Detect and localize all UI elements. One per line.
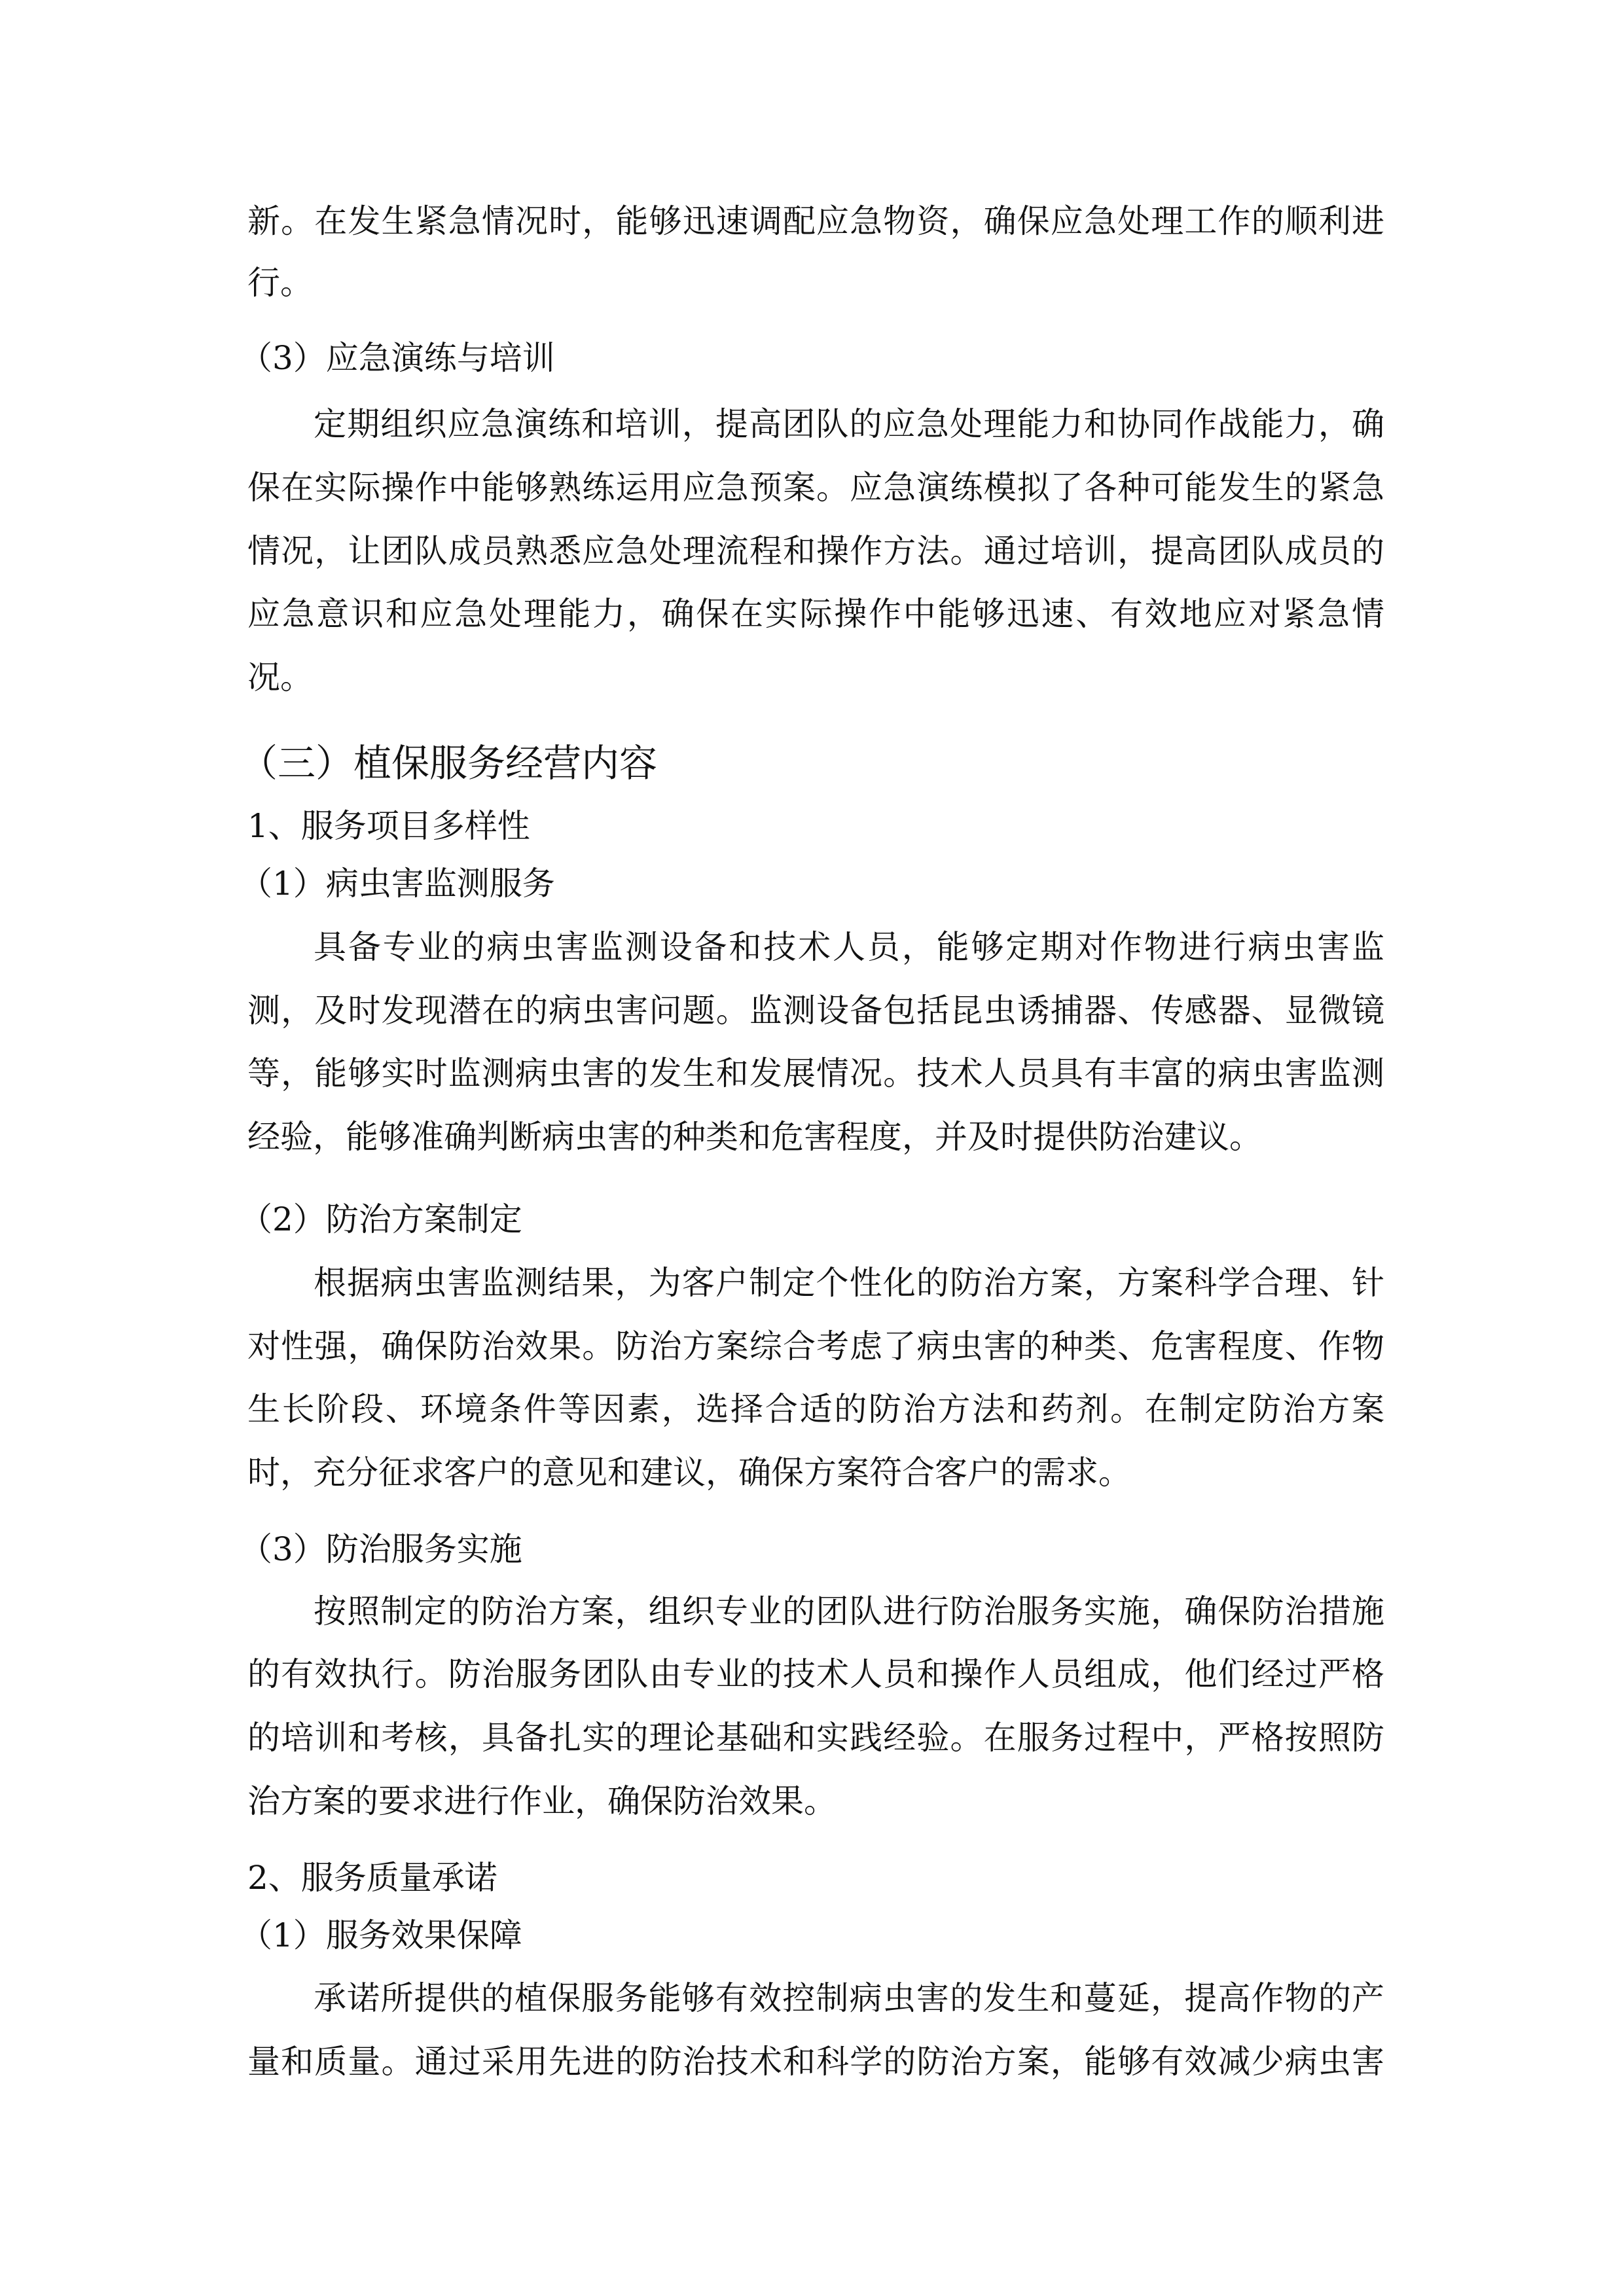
paragraph-line: 按照制定的防治方案，组织专业的团队进行防治服务实施，确保防治措施 xyxy=(314,1592,1384,1630)
paragraph-line: 经验，能够准确判断病虫害的种类和危害程度，并及时提供防治建议。 xyxy=(247,1118,1262,1156)
paragraph-line: 应急意识和应急处理能力，确保在实际操作中能够迅速、有效地应对紧急情 xyxy=(247,595,1384,633)
paragraph-line: 保在实际操作中能够熟练运用应急预案。应急演练模拟了各种可能发生的紧急 xyxy=(247,469,1384,507)
paragraph-line: 具备专业的病虫害监测设备和技术人员，能够定期对作物进行病虫害监 xyxy=(314,928,1384,966)
paragraph-line: 定期组织应急演练和培训，提高团队的应急处理能力和协同作战能力，确 xyxy=(314,405,1384,443)
paragraph-line: 等，能够实时监测病虫害的发生和发展情况。技术人员具有丰富的病虫害监测 xyxy=(247,1054,1384,1092)
paragraph-line: 量和质量。通过采用先进的防治技术和科学的防治方案，能够有效减少病虫害 xyxy=(247,2043,1384,2081)
subheading-implementation: （3）防治服务实施 xyxy=(240,1530,522,1568)
paragraph-line: 生长阶段、环境条件等因素，选择合适的防治方法和药剂。在制定防治方案 xyxy=(247,1390,1384,1428)
subheading-plan: （2）防治方案制定 xyxy=(240,1200,522,1238)
heading-quality-commitment: 2、服务质量承诺 xyxy=(247,1859,497,1897)
subheading-monitoring: （1）病虫害监测服务 xyxy=(240,865,555,903)
paragraph-line: 承诺所提供的植保服务能够有效控制病虫害的发生和蔓延，提高作物的产 xyxy=(314,1979,1384,2017)
paragraph-line: 测，及时发现潜在的病虫害问题。监测设备包括昆虫诱捕器、传感器、显微镜 xyxy=(247,992,1384,1030)
paragraph-line: 根据病虫害监测结果，为客户制定个性化的防治方案，方案科学合理、针 xyxy=(314,1264,1384,1302)
subheading-emergency-drill: （3）应急演练与培训 xyxy=(240,339,555,377)
paragraph-line: 时，充分征求客户的意见和建议，确保方案符合客户的需求。 xyxy=(247,1454,1131,1492)
paragraph-line: 况。 xyxy=(247,658,313,696)
heading-service-diversity: 1、服务项目多样性 xyxy=(247,807,530,845)
paragraph-line: 情况，让团队成员熟悉应急处理流程和操作方法。通过培训，提高团队成员的 xyxy=(247,532,1384,570)
paragraph-line: 行。 xyxy=(247,264,313,302)
paragraph-line: 的培训和考核，具备扎实的理论基础和实践经验。在服务过程中，严格按照防 xyxy=(247,1719,1384,1757)
paragraph-line: 治方案的要求进行作业，确保防治效果。 xyxy=(247,1782,837,1820)
subheading-effect-guarantee: （1）服务效果保障 xyxy=(240,1916,522,1954)
paragraph-line: 对性强，确保防治效果。防治方案综合考虑了病虫害的种类、危害程度、作物 xyxy=(247,1327,1384,1365)
paragraph-line: 新。在发生紧急情况时，能够迅速调配应急物资，确保应急处理工作的顺利进 xyxy=(247,202,1384,240)
paragraph-line: 的有效执行。防治服务团队由专业的技术人员和操作人员组成，他们经过严格 xyxy=(247,1655,1384,1693)
section-heading: （三）植保服务经营内容 xyxy=(240,741,658,785)
